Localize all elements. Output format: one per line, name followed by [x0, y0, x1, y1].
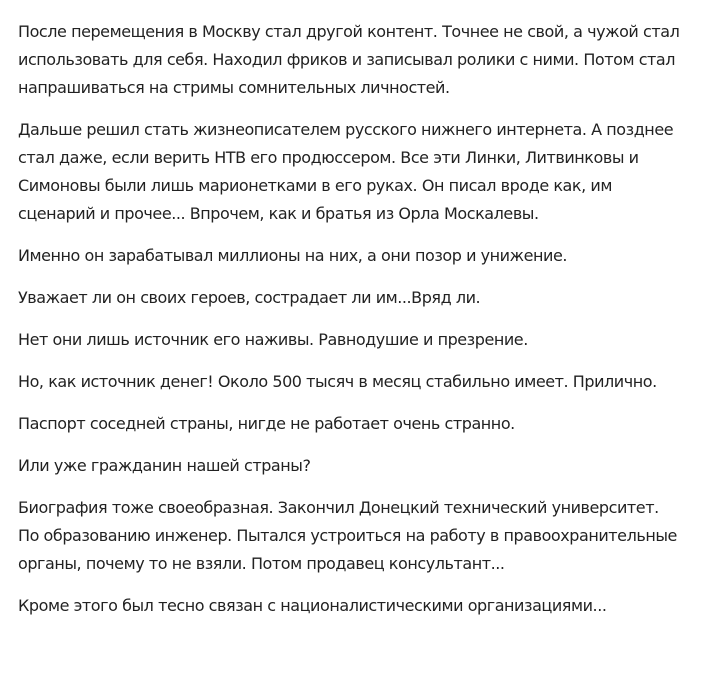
text-line: Дальше решил стать жизнеописателем русского нижнего интернета. А позднее	[18, 120, 674, 139]
text-line: Кроме этого был тесно связан с националистическими организациями...	[18, 596, 607, 615]
paragraph-5	[18, 326, 688, 354]
text-line: Но, как источник денег! Около 500 тысяч в месяц стабильно имеет. Прилично.	[18, 372, 657, 391]
paragraph-7	[18, 410, 688, 438]
text-line: Или уже гражданин нашей страны?	[18, 456, 311, 475]
text-line: напрашиваться на стримы сомнительных личностей.	[18, 78, 450, 97]
paragraph-2	[18, 116, 688, 228]
text-line: использовать для себя. Находил фриков и записывал ролики с ними. Потом стал	[18, 50, 676, 69]
paragraph-6	[18, 368, 688, 396]
text-line: Уважает ли он своих героев, сострадает ли им...Вряд ли.	[18, 288, 481, 307]
text-line: органы, почему то не взяли. Потом продавец консультант...	[18, 554, 505, 573]
text-line: Симоновы были лишь марионетками в его руках. Он писал вроде как, им	[18, 176, 612, 195]
paragraph-1	[18, 18, 688, 102]
paragraph-9	[18, 494, 688, 578]
paragraph-3	[18, 242, 688, 270]
text-line: Нет они лишь источник его наживы. Равнодушие и презрение.	[18, 330, 528, 349]
paragraph-4	[18, 284, 688, 312]
text-line: Именно он зарабатывал миллионы на них, а они позор и унижение.	[18, 246, 567, 265]
text-line: По образованию инженер. Пытался устроиться на работу в правоохранительные	[18, 526, 677, 545]
article-body	[18, 18, 688, 634]
text-line: сценарий и прочее... Впрочем, как и братья из Орла Москалевы.	[18, 204, 539, 223]
paragraph-10	[18, 592, 688, 620]
text-line: Биография тоже своеобразная. Закончил Донецкий технический университет.	[18, 498, 659, 517]
paragraph-8	[18, 452, 688, 480]
text-line: Паспорт соседней страны, нигде не работает очень странно.	[18, 414, 515, 433]
text-line: После перемещения в Москву стал другой контент. Точнее не свой, а чужой стал	[18, 22, 680, 41]
text-line: стал даже, если верить НТВ его продюссером. Все эти Линки, Литвинковы и	[18, 148, 639, 167]
